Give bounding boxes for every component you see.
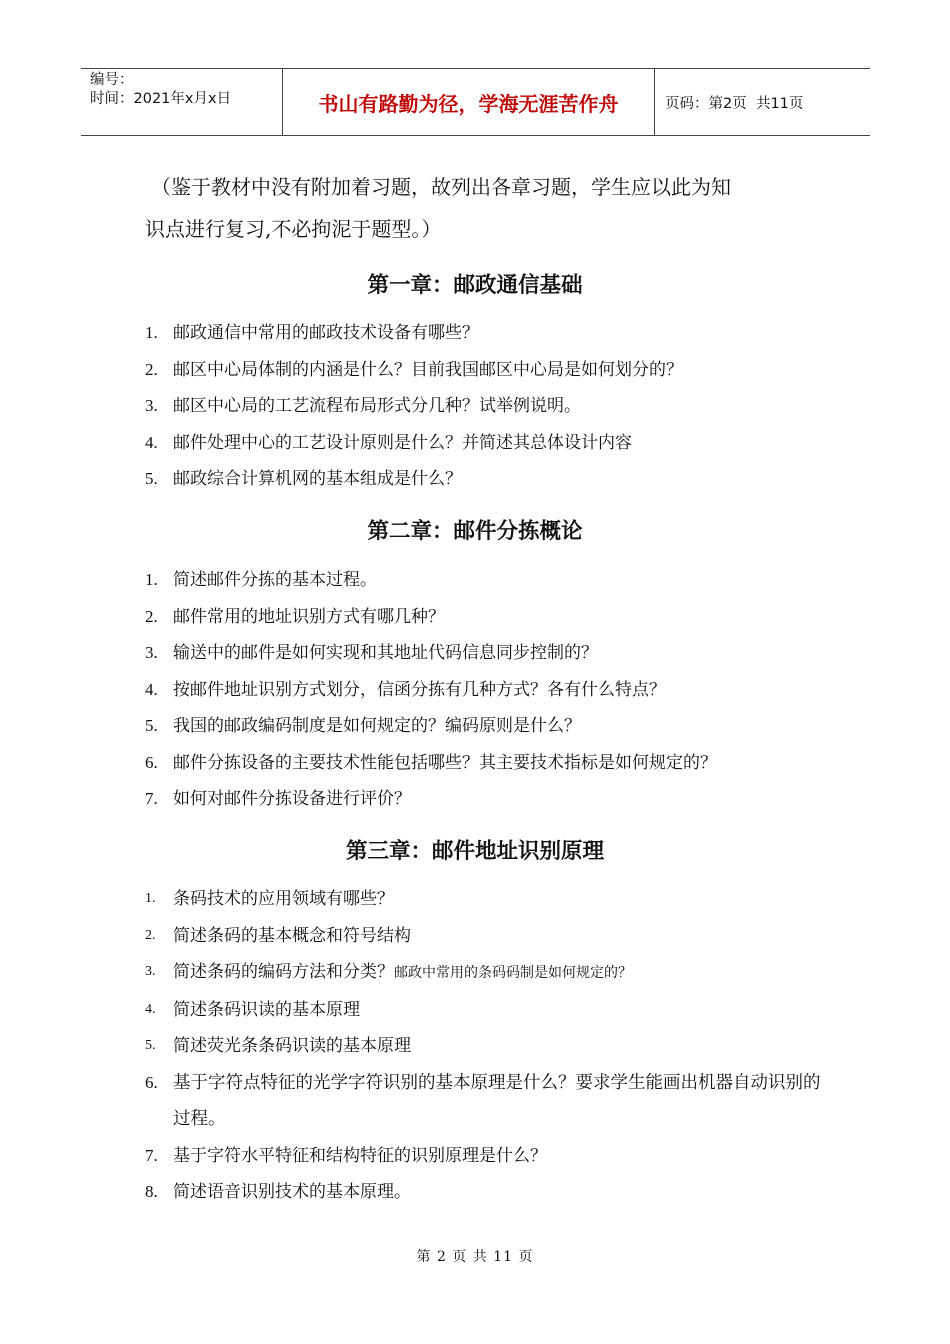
list-item (145, 992, 825, 1029)
item-number: 4. (145, 679, 158, 699)
list-item (145, 1028, 825, 1065)
item-number: 5. (145, 1038, 156, 1053)
list-item (145, 599, 825, 636)
item-text: 条码技术的应用领域有哪些？ (173, 889, 394, 909)
item-number: 3. (145, 964, 156, 979)
item-number: 7. (145, 1145, 158, 1165)
item-number: 4. (145, 1001, 156, 1017)
item-number: 1. (145, 323, 158, 342)
item-text: 简述条码的基本概念和符号结构 (173, 925, 411, 946)
item-number: 3. (145, 396, 158, 415)
intro-note (145, 166, 825, 250)
item-number: 2. (145, 606, 158, 626)
item-text: 输送中的邮件是如何实现和其地址代码信息同步控制的？ (173, 643, 598, 663)
list-item (145, 708, 825, 745)
item-text: 邮政综合计算机网的基本组成是什么？ (173, 469, 462, 489)
header-left-cell (81, 69, 283, 135)
list-item (145, 745, 825, 782)
header-right-cell (655, 69, 870, 135)
list-item (145, 954, 825, 992)
item-text: 简述条码的编码方法和分类？ (173, 962, 394, 982)
item-text: 我国的邮政编码制度是如何规定的？编码原则是什么？ (173, 716, 581, 736)
item-text-small: 邮政中常用的条码码制是如何规定的？ (394, 965, 632, 981)
item-text: 邮件分拣设备的主要技术性能包括哪些？其主要技术指标是如何规定的？ (173, 752, 717, 773)
item-number: 2. (145, 927, 156, 943)
item-number: 2. (145, 359, 158, 379)
item-text: 邮政通信中常用的邮政技术设备有哪些？ (173, 323, 479, 343)
list-item (145, 461, 825, 498)
header-motto: 书山有路勤为径，学海无涯苦作舟 (283, 69, 655, 135)
item-text: 邮区中心局的工艺流程布局形式分几种？试举例说明。 (173, 396, 581, 416)
item-number: 6. (145, 752, 158, 772)
list-item (145, 1174, 825, 1211)
item-text: 简述条码识读的基本原理 (173, 999, 360, 1020)
time-label: 时间：2021年x月x日 (90, 91, 232, 107)
item-text: 邮区中心局体制的内涵是什么？目前我国邮区中心局是如何划分的？ (173, 359, 683, 380)
item-number: 1. (145, 891, 156, 906)
item-number: 6. (145, 1072, 158, 1092)
list-item (145, 352, 825, 389)
intro-line-2: 识点进行复习,不必拘泥于题型。） (145, 217, 442, 241)
list-item (145, 1065, 825, 1138)
list-item (145, 672, 825, 709)
item-text: 基于字符水平特征和结构特征的识别原理是什么？ (173, 1145, 547, 1166)
item-text: 基于字符点特征的光学字符识别的基本原理是什么？要求学生能画出机器自动识别的过程。 (173, 1072, 821, 1129)
item-number: 5. (145, 469, 158, 488)
item-number: 4. (145, 432, 158, 452)
item-text: 简述荧光条条码识读的基本原理 (173, 1036, 411, 1056)
chapter-title: 第二章：邮件分拣概论 (367, 519, 583, 544)
chapter-3-question-list (145, 881, 825, 1211)
item-text: 邮件常用的地址识别方式有哪几种？ (173, 606, 445, 627)
item-number: 1. (145, 570, 158, 589)
item-text: 简述语音识别技术的基本原理。 (173, 1182, 411, 1202)
list-item (145, 1138, 825, 1175)
list-item (145, 918, 825, 955)
chapter-title: 第三章：邮件地址识别原理 (345, 839, 604, 864)
intro-line-1: （鉴于教材中没有附加着习题，故列出各章习题，学生应以此为知 (151, 175, 731, 199)
chapter-1-question-list (145, 315, 825, 498)
page-code: 页码：第2页 共11页 (665, 95, 804, 112)
page-footer: 第 2 页 共 11 页 (416, 1249, 534, 1265)
chapter-title: 第一章：邮政通信基础 (367, 273, 583, 298)
list-item (145, 562, 825, 599)
item-text: 按邮件地址识别方式划分，信函分拣有几种方式？各有什么特点？ (173, 679, 666, 700)
item-number: 7. (145, 789, 158, 808)
item-text: 如何对邮件分拣设备进行评价？ (173, 789, 411, 809)
item-number: 8. (145, 1182, 158, 1201)
list-item (145, 881, 825, 918)
chapter-2-question-list (145, 562, 825, 818)
page-header (81, 68, 870, 136)
item-text: 简述邮件分拣的基本过程。 (173, 570, 377, 590)
list-item (145, 425, 825, 462)
list-item (145, 781, 825, 818)
list-item (145, 315, 825, 352)
list-item (145, 635, 825, 672)
serial-label: 编号： (90, 72, 134, 88)
item-number: 5. (145, 716, 158, 735)
list-item (145, 388, 825, 425)
item-number: 3. (145, 643, 158, 662)
item-text: 邮件处理中心的工艺设计原则是什么？并简述其总体设计内容 (173, 432, 632, 453)
